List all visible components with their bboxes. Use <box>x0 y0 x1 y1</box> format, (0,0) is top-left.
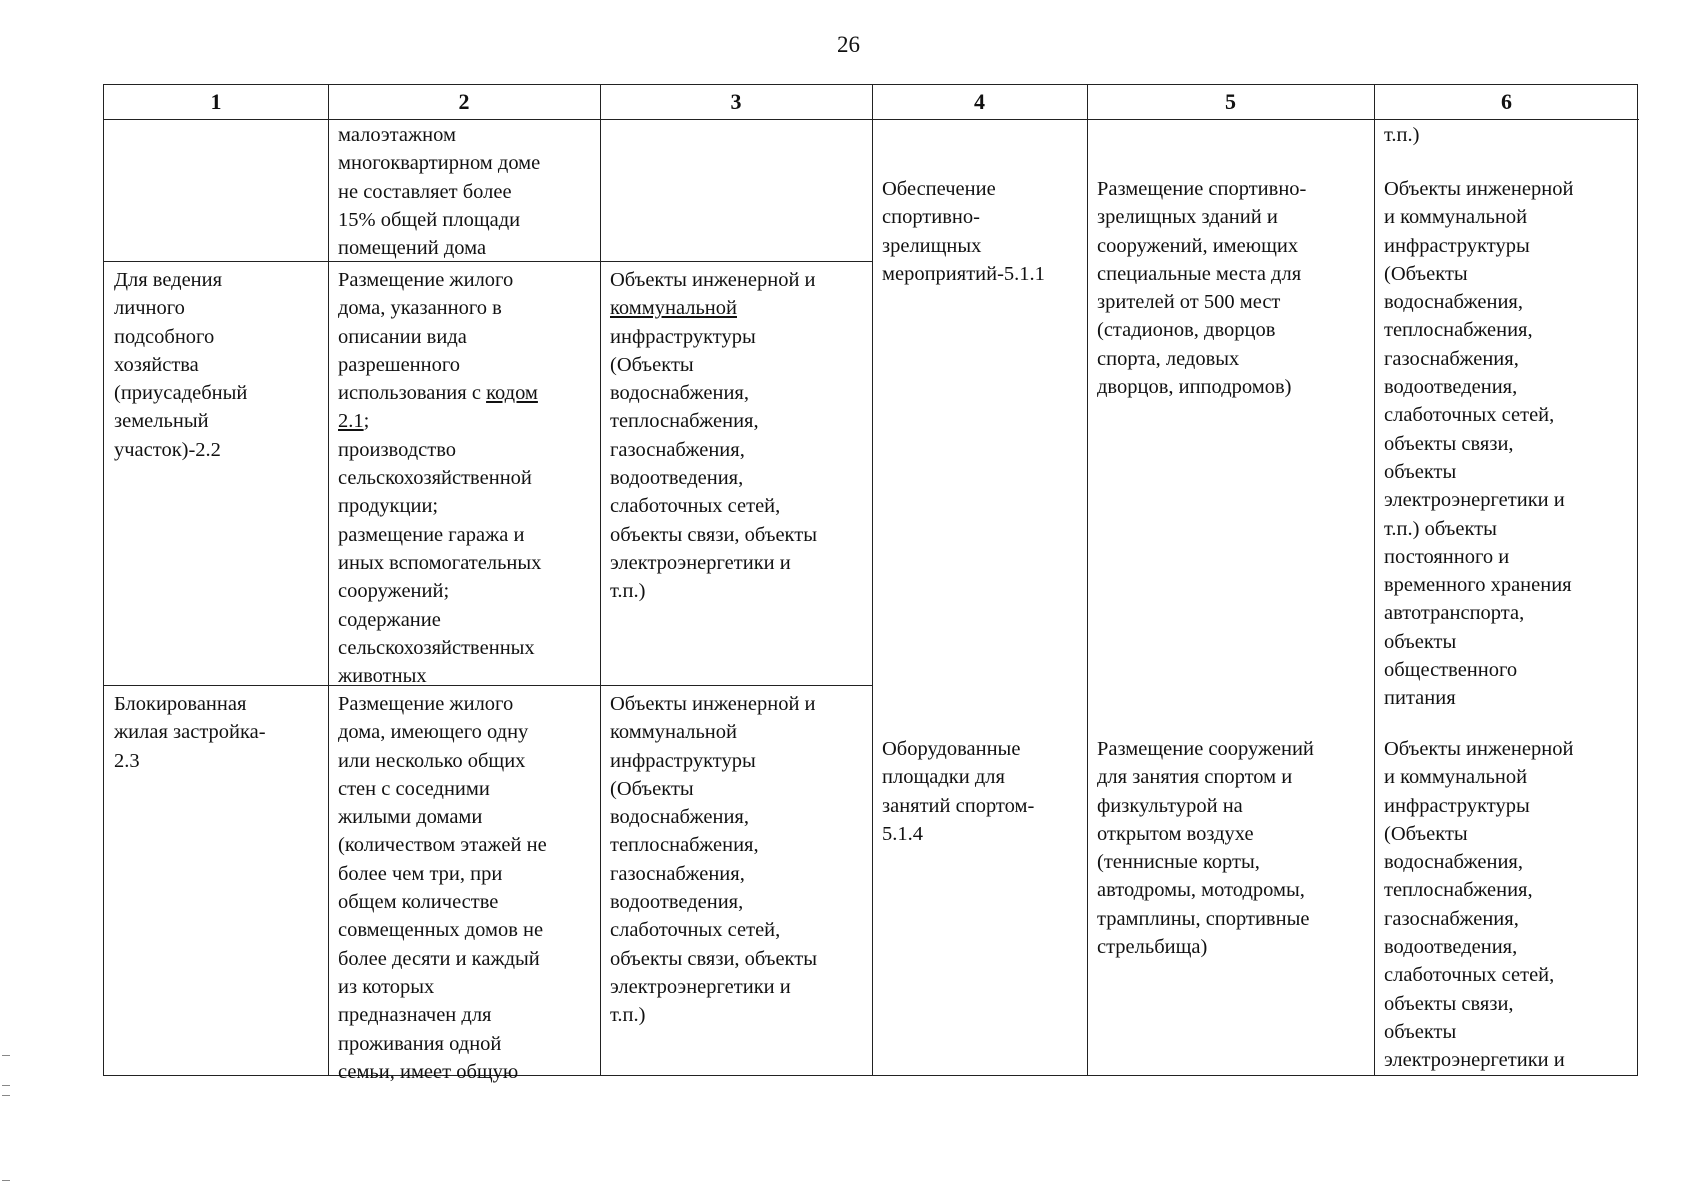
column-header-1: 1 <box>210 89 222 114</box>
communal-link[interactable]: коммунальной <box>610 297 737 320</box>
code-link-number[interactable]: 2.1 <box>338 410 364 433</box>
code-link-word[interactable]: кодом <box>486 382 538 405</box>
column-divider <box>872 85 873 1075</box>
aux-description-sports-events: Размещение спортивно- зрелищных зданий и сооружений, имеющих специальные места для зрителей от 500 мест (стадионов, дворцов спорта, ледовых дворцов, ипподромов) <box>1097 178 1307 399</box>
infrastructure-blocked-housing: Объекты инженерной и коммунальной инфраструктуры (Объекты водоснабжения, теплоснабжения, газоснабжения, водоотведения, слаботочных сетей, объекты связи, объекты электроэнергетики и т.п.) <box>610 693 817 1027</box>
scan-artifact <box>2 1095 10 1096</box>
use-type-private-farming: Для ведения личного подсобного хозяйства (приусадебный земельный участок)-2.2 <box>114 269 248 461</box>
column-header-5: 5 <box>1225 89 1236 114</box>
column-header-3: 3 <box>730 89 742 114</box>
page-number: 26 <box>837 32 860 57</box>
scan-artifact <box>2 1180 10 1181</box>
column-divider <box>1374 85 1375 1075</box>
aux-use-sports-events: Обеспечение спортивно- зрелищных мероприятий-5.1.1 <box>882 178 1045 285</box>
infrastructure-sports-grounds: Объекты инженерной и коммунальной инфраструктуры (Объекты водоснабжения, теплоснабжения, газоснабжения, водоотведения, слаботочных сетей, объекты связи, объекты электроэнергетики и <box>1384 738 1574 1072</box>
header-divider <box>104 119 1639 120</box>
description-private-farming: Размещение жилого дома, указанного в описании вида разрешенного использования с кодом 2.1; производство сельскохозяйственной продукции; размещение гаража и иных вспомогательных сооружений; содержание сельскохозяйственных животных <box>338 269 542 688</box>
aux-use-sports-grounds: Оборудованные площадки для занятий спортом- 5.1.4 <box>882 738 1035 845</box>
column-header-6: 6 <box>1501 89 1512 114</box>
infrastructure-sports-events: Объекты инженерной и коммунальной инфраструктуры (Объекты водоснабжения, теплоснабжения, газоснабжения, водоотведения, слаботочных сетей, объекты связи, объекты электроэнергетики и т.п.) объекты постоянного и временного хранения автотранспорта, объекты общественного питания <box>1384 178 1574 710</box>
infrastructure-private-farming: Объекты инженерной и коммунальной инфраструктуры (Объекты водоснабжения, теплоснабжения, газоснабжения, водоотведения, слаботочных сетей, объекты связи, объекты электроэнергетики и т.п.) <box>610 269 817 603</box>
column-header-2: 2 <box>458 89 470 114</box>
scan-artifact <box>2 1055 10 1056</box>
infrastructure-continued: т.п.) <box>1384 124 1420 146</box>
column-divider <box>1087 85 1088 1075</box>
description-continued: малоэтажном многоквартирном доме не составляет более 15% общей площади помещений дома <box>338 124 541 260</box>
column-divider <box>328 85 329 1075</box>
use-type-blocked-housing: Блокированная жилая застройка- 2.3 <box>114 693 266 772</box>
column-header-4: 4 <box>974 89 985 114</box>
column-divider <box>600 85 601 1075</box>
description-blocked-housing: Размещение жилого дома, имеющего одну или несколько общих стен с соседними жилыми домами (количеством этажей не более чем три, при общем количестве совмещенных домов не более десяти и каждый из которых предназначен для проживания одной семьи, имеет общую <box>338 693 547 1083</box>
scan-artifact <box>2 1085 10 1086</box>
aux-description-sports-grounds: Размещение сооружений для занятия спортом и физкультурой на открытом воздухе (теннисные корты, автодромы, мотодромы, трамплины, спортивные стрельбища) <box>1097 738 1314 959</box>
permitted-use-table <box>103 84 1638 1083</box>
